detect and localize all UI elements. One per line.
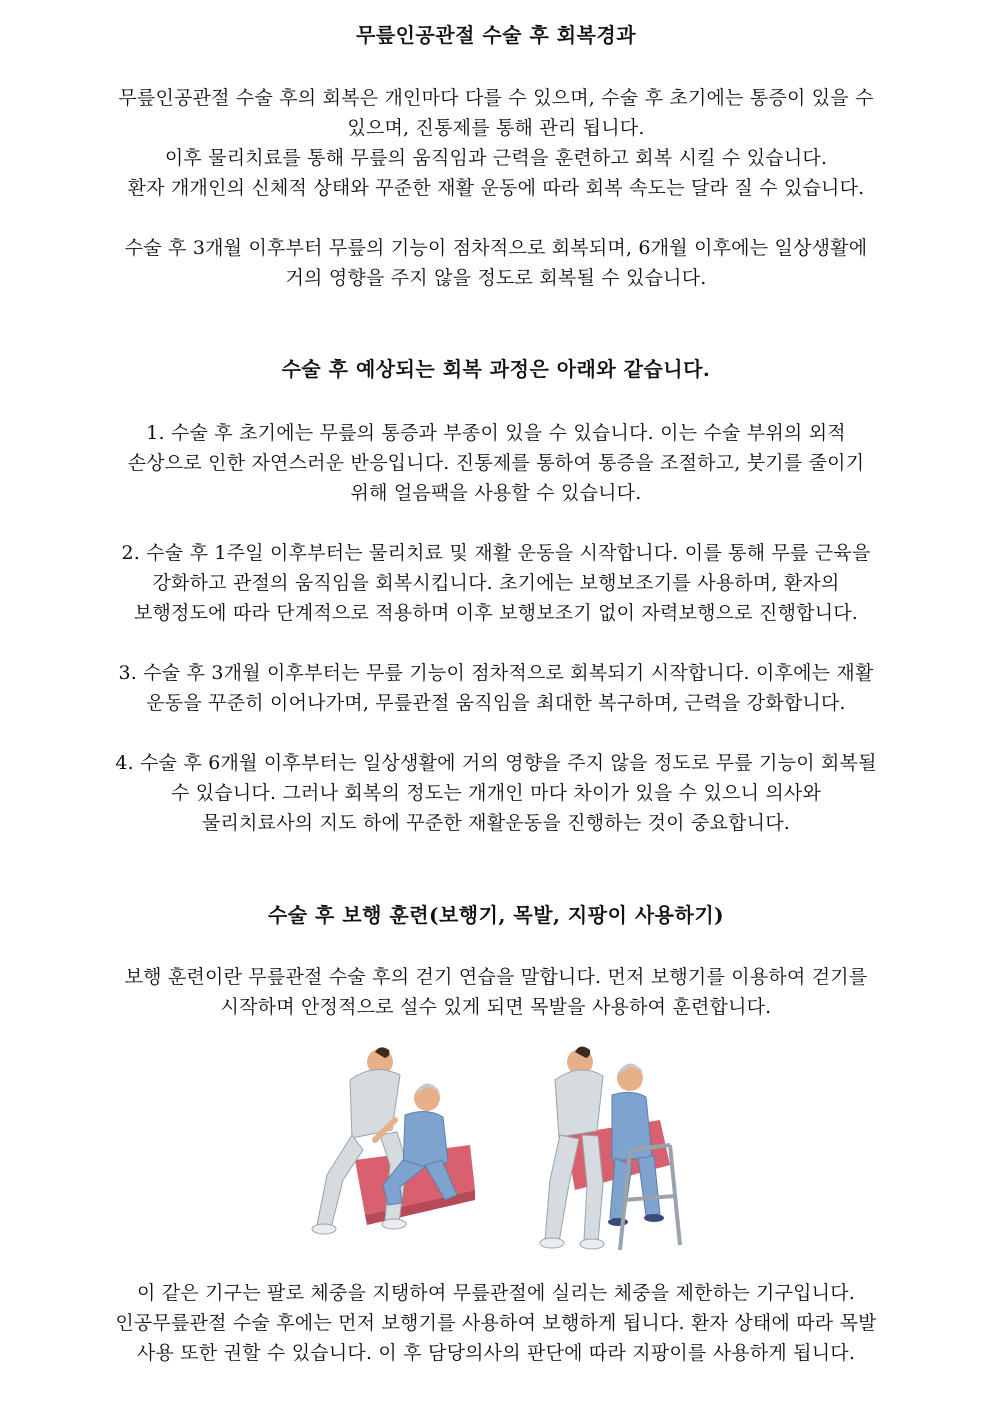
device-line-1: 이 같은 기구는 팔로 체중을 지탱하여 무릎관절에 실리는 체중을 제한하는 기구입니다. (136, 1282, 856, 1304)
intro-line-1: 무릎인공관절 수술 후의 회복은 개인마다 다를 수 있으며, 수술 후 초기에는 통증이 있을 수 (118, 87, 874, 109)
walking-heading: 수술 후 보행 훈련(보행기, 목발, 지팡이 사용하기) (267, 903, 725, 927)
step-2-line-1: 2. 수술 후 1주일 이후부터는 물리치료 및 재활 운동을 시작합니다. 이를 통해 무릎 근육을 (121, 542, 871, 564)
illustrations (295, 1040, 695, 1262)
device-line-2: 인공무릎관절 수술 후에는 먼저 보행기를 사용하여 보행하게 됩니다. 환자 상태에 따라 목발 (115, 1312, 877, 1334)
step-4-line-3: 물리치료사의 지도 하에 꾸준한 재활운동을 진행하는 것이 중요합니다. (202, 812, 790, 834)
step-1-line-1: 1. 수술 후 초기에는 무릎의 통증과 부종이 있을 수 있습니다. 이는 수술 부위의 외적 (146, 422, 846, 444)
step-4-line-1: 4. 수술 후 6개월 이후부터는 일상생활에 거의 영향을 주지 않을 정도로 무릎 기능이 회복될 (115, 752, 877, 774)
device-line-3: 사용 또한 권할 수 있습니다. 이 후 담당의사의 판단에 따라 지팡이를 사용하게 됩니다. (136, 1342, 856, 1364)
step-2-line-2: 강화하고 관절의 움직임을 회복시킵니다. 초기에는 보행보조기를 사용하며, 환자의 (152, 572, 840, 594)
step-3-line-2: 운동을 꾸준히 이어나가며, 무릎관절 움직임을 최대한 복구하며, 근력을 강화합니다. (146, 692, 846, 714)
walking-intro-line-2: 시작하며 안정적으로 설수 있게 되면 목발을 사용하여 훈련합니다. (220, 996, 772, 1018)
walking-intro-line-1: 보행 훈련이란 무릎관절 수술 후의 걷기 연습을 말합니다. 먼저 보행기를 이용하여 걷기를 (124, 966, 868, 988)
intro-line-2: 있으며, 진통제를 통해 관리 됩니다. (347, 117, 645, 139)
page-title: 무릎인공관절 수술 후 회복경과 (355, 23, 637, 47)
step-3-line-1: 3. 수술 후 3개월 이후부터는 무릎 기능이 점차적으로 회복되기 시작합니다. 이후에는 재활 (118, 662, 874, 684)
bed-transfer-illustration (295, 1040, 475, 1240)
step-1-line-3: 위해 얼음팩을 사용할 수 있습니다. (350, 482, 642, 504)
intro2-line-2: 거의 영향을 주지 않을 정도로 회복될 수 있습니다. (285, 267, 707, 289)
step-4-line-2: 수 있습니다. 그러나 회복의 정도는 개개인 마다 차이가 있을 수 있으니 의사와 (170, 782, 822, 804)
walker-illustration (520, 1040, 695, 1262)
intro-line-3: 이후 물리치료를 통해 무릎의 움직임과 근력을 훈련하고 회복 시킬 수 있습니다. (164, 147, 828, 169)
intro2-line-1: 수술 후 3개월 이후부터 무릎의 기능이 점차적으로 회복되며, 6개월 이후에는 일상생활에 (124, 237, 868, 259)
step-1-line-2: 손상으로 인한 자연스러운 반응입니다. 진통제를 통하여 통증을 조절하고, 붓기를 줄이기 (127, 452, 865, 474)
intro-line-4: 환자 개개인의 신체적 상태와 꾸준한 재활 운동에 따라 회복 속도는 달라 질 수 있습니다. (127, 177, 865, 199)
process-heading: 수술 후 예상되는 회복 과정은 아래와 같습니다. (281, 357, 711, 381)
step-2-line-3: 보행정도에 따라 단계적으로 적용하며 이후 보행보조기 없이 자력보행으로 진행합니다. (133, 602, 859, 624)
